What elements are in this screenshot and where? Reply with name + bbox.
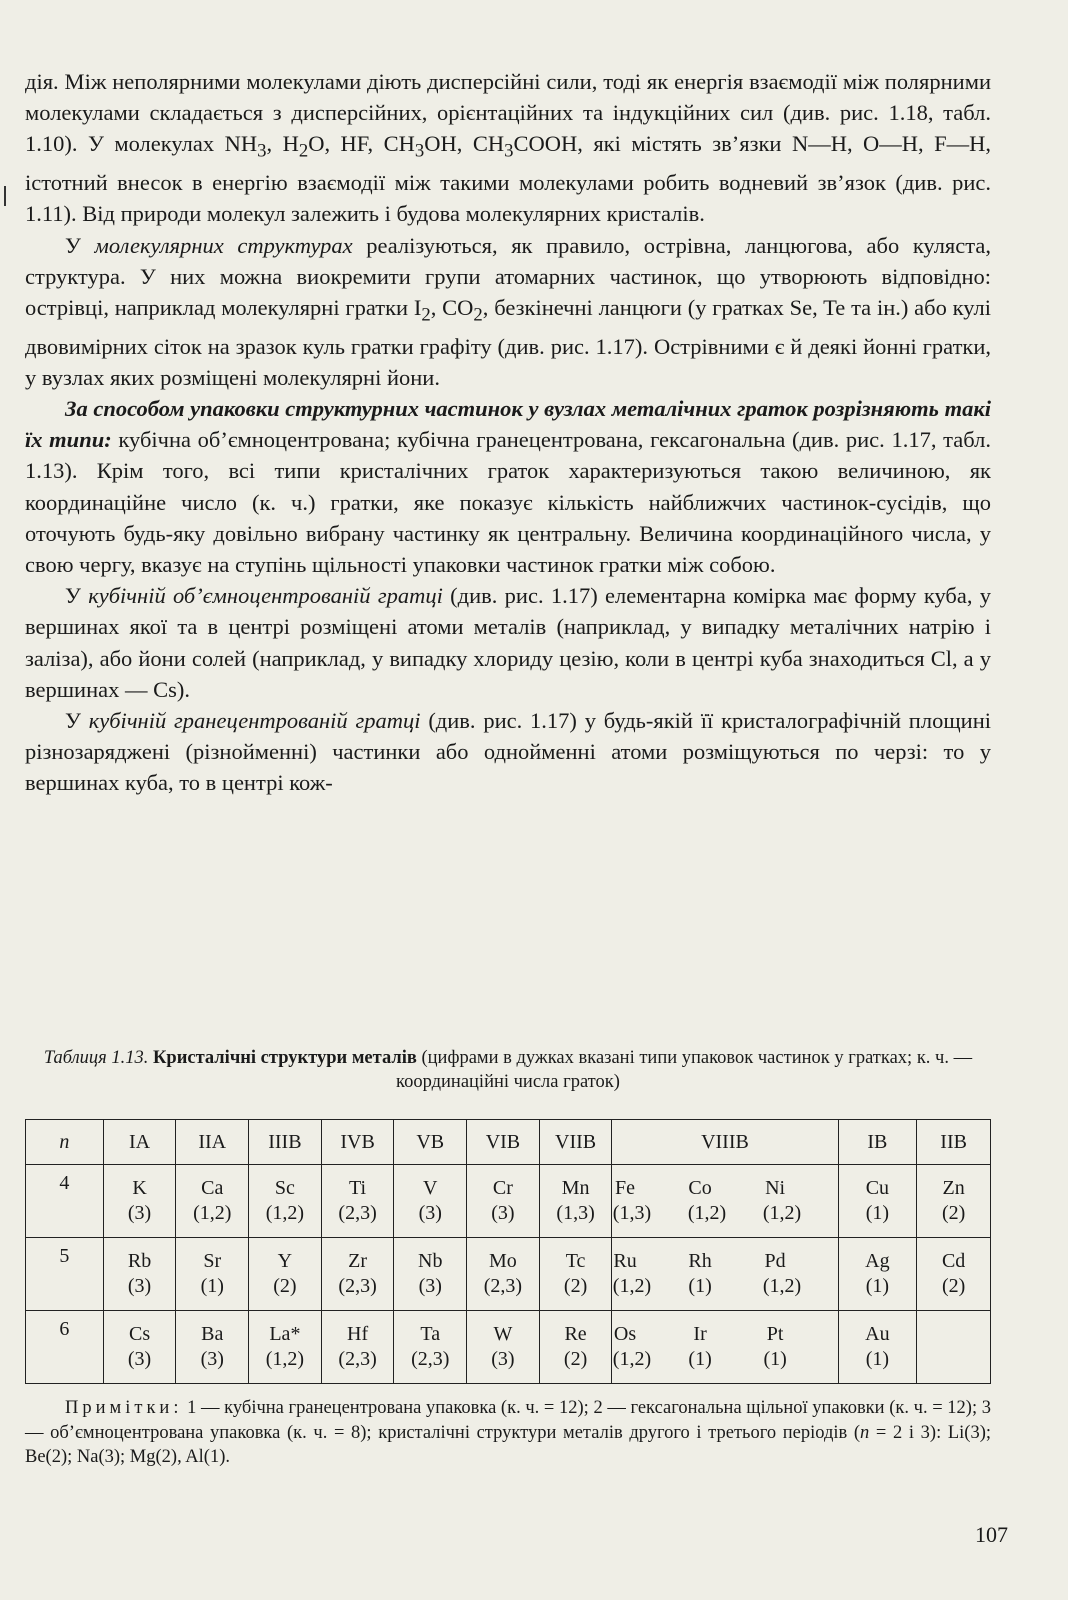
packing-types: (3)	[491, 1202, 515, 1224]
text-run: кубічна об’ємноцентрована; кубічна гранецентрована, гексагональна (див. рис. 1.17, табл. 1.13). Крім того, всі типи кристалічних граток характеризуються такою величиною, як координаційне число (к. ч.) гратки, яке показує кількість найближчих частинок-сусідів, що оточують будь-яку довільно вибрану частинку як центральну. Величина координаційного числа, у свою чергу, вказує на ступінь щільності упаковки частинок гратки між собою.	[25, 427, 991, 578]
table-row	[26, 1238, 991, 1311]
element-entry	[763, 1322, 837, 1372]
element-cell	[467, 1238, 540, 1311]
packing-types: (3)	[200, 1348, 224, 1370]
text-run: У	[65, 232, 95, 258]
metals-table	[25, 1119, 991, 1384]
element-symbol: Sr	[203, 1250, 222, 1272]
subscript: 3	[414, 140, 425, 162]
packing-types: (1)	[688, 1275, 712, 1297]
text-run: (див. рис. 1.17) у будь-якій її кристалографічній площині різнозаряджені (різнойменні) частинки або однойменні атоми розміщуються по черзі: то у вершинах куба, то в центрі кож-	[25, 708, 991, 796]
group-viii-cell	[612, 1165, 838, 1238]
element-symbol: Ru	[613, 1250, 637, 1272]
element-cell	[467, 1165, 540, 1238]
text-run: O, HF, CH	[308, 131, 415, 157]
caption-title: Кристалічні структури металів	[153, 1048, 417, 1068]
packing-types: (2)	[273, 1275, 297, 1297]
header-cell: VIB	[467, 1120, 540, 1165]
element-symbol: Ni	[765, 1177, 786, 1199]
subscript: 3	[257, 140, 267, 162]
element-symbol: Cr	[492, 1177, 513, 1199]
element-cell	[176, 1311, 249, 1384]
packing-types: (2,3)	[338, 1202, 377, 1224]
header-cell: IVB	[321, 1120, 394, 1165]
packing-types: (1,2)	[612, 1275, 652, 1297]
element-symbol: Cd	[941, 1250, 966, 1272]
element-cell	[838, 1165, 917, 1238]
element-entry	[688, 1176, 762, 1226]
element-cell	[539, 1238, 612, 1311]
element-cell	[394, 1165, 467, 1238]
period-cell: 6	[26, 1311, 104, 1384]
text-run: , CO	[430, 294, 474, 320]
element-symbol: Y	[277, 1250, 293, 1272]
element-symbol: Sc	[274, 1177, 295, 1199]
element-symbol: La*	[269, 1323, 301, 1345]
packing-types: (3)	[418, 1275, 442, 1297]
paragraph-5	[25, 705, 991, 799]
caption-rest: (цифрами в дужках вказані типи упаковок частинок у гратках; к. ч. — координаційні числа граток)	[396, 1048, 973, 1092]
packing-types: (3)	[127, 1348, 152, 1370]
packing-types: (1,2)	[193, 1202, 232, 1224]
body-text	[25, 66, 991, 799]
element-cell	[467, 1311, 540, 1384]
header-cell: IIB	[917, 1120, 991, 1165]
text-run: OH, CH	[424, 131, 505, 157]
element-symbol: Pt	[766, 1323, 784, 1345]
element-symbol: Hf	[347, 1323, 369, 1345]
packing-types: (1,2)	[265, 1348, 305, 1370]
text-run: COOH, які містять зв’язки N—H, O—H, F—H, істотний внесок в енергію взаємодії між такими молекулами робить водневий зв’язок (див. рис. 1.11). Від природи молекул залежить і будова молекулярних кристалів.	[25, 131, 992, 227]
subscript: 2	[421, 304, 431, 326]
table-body	[26, 1165, 991, 1384]
packing-types: (1)	[865, 1348, 890, 1370]
text-run: реалізуються, як правило, острівна, ланцюгова, або куляста, структура. У них можна виокремити групи атомарних частинок, що утворюють відповідно: острівці, наприклад молекулярні гратки I	[25, 232, 991, 320]
element-symbol: Cs	[128, 1323, 151, 1345]
element-cell	[249, 1238, 322, 1311]
element-symbol: Mo	[489, 1250, 517, 1272]
element-entry	[688, 1249, 762, 1299]
packing-types: (2,3)	[411, 1348, 450, 1370]
packing-types: (1)	[865, 1202, 890, 1224]
text-run: дія. Між неполярними молекулами діють дисперсійні сили, тоді як енергія взаємодії між полярними молекулами складається з дисперсійних, орієнтаційних та індукційних сил (див. рис. 1.18, табл. 1.10). У молекулах NH	[25, 69, 991, 157]
element-entry	[613, 1322, 687, 1372]
paragraph-3	[25, 393, 991, 580]
header-cell: VIIB	[539, 1120, 612, 1165]
element-cell	[838, 1238, 917, 1311]
element-symbol: Zr	[348, 1250, 368, 1272]
text-run: , H	[266, 131, 299, 157]
element-cell	[321, 1238, 394, 1311]
element-symbol: Ta	[420, 1323, 441, 1345]
table-note	[25, 1396, 991, 1470]
element-symbol: Au	[865, 1323, 890, 1345]
period-cell: 5	[26, 1238, 104, 1311]
element-symbol: Tc	[565, 1250, 586, 1272]
element-cell	[917, 1165, 991, 1238]
element-symbol: Nb	[418, 1250, 443, 1272]
text-run: (див. рис. 1.17) елементарна комірка має форму куба, у вершинах якої та в центрі розміщені атоми металів (наприклад, у випадку металічних натрію і заліза), або йони солей (наприклад, у випадку хлориду цезію, коли в центрі куба знаходиться Cl, а у вершинах — Cs).	[25, 583, 991, 702]
packing-types: (2,3)	[483, 1275, 523, 1297]
caption-label: Таблиця 1.13.	[43, 1048, 149, 1068]
element-cell	[917, 1238, 991, 1311]
element-symbol: K	[132, 1177, 147, 1199]
table-caption	[25, 1046, 991, 1094]
packing-types: (2,3)	[338, 1275, 377, 1297]
text-run: = 2 і 3): Li(3); Be(2); Na(3); Mg(2), Al(1).	[25, 1422, 992, 1467]
period-cell: 4	[26, 1165, 104, 1238]
packing-types: (3)	[127, 1275, 152, 1297]
packing-types: (3)	[127, 1202, 152, 1224]
element-symbol: Rh	[688, 1250, 712, 1272]
emphasis-text: кубічній гранецентрованій гратці	[88, 708, 421, 734]
header-cell: n	[26, 1120, 104, 1165]
text-run: 1 — кубічна гранецентрована упаковка (к. ч. = 12); 2 — гексагональна щільної упаковки (к. ч. = 12); 3 — об’ємноцентрована упаковка (к. ч. = 8); кристалічні структури металів другого і третього періодів (	[25, 1398, 991, 1443]
element-cell	[103, 1311, 176, 1384]
table-row	[26, 1165, 991, 1238]
packing-types: (2)	[941, 1275, 966, 1297]
packing-types: (2)	[941, 1202, 966, 1224]
element-cell	[394, 1238, 467, 1311]
element-entry	[688, 1322, 762, 1372]
element-entry	[763, 1176, 837, 1226]
packing-types: (1,3)	[612, 1202, 652, 1224]
packing-types: (1)	[200, 1275, 224, 1297]
element-cell	[321, 1165, 394, 1238]
text-run: У	[65, 708, 89, 734]
element-symbol: Zn	[942, 1177, 965, 1199]
element-symbol: Pd	[764, 1250, 786, 1272]
element-symbol: Os	[613, 1323, 637, 1345]
paragraph-1	[25, 66, 991, 230]
margin-mark	[4, 186, 6, 206]
header-cell: VIIIB	[612, 1120, 838, 1165]
packing-types: (1,2)	[265, 1202, 305, 1224]
header-cell: IB	[838, 1120, 917, 1165]
packing-types: (2)	[563, 1275, 588, 1297]
element-symbol: Ca	[201, 1177, 224, 1199]
element-symbol: Cu	[865, 1177, 890, 1199]
element-symbol: Co	[688, 1177, 712, 1199]
text-run: , безкінечні ланцюги (у гратках Se, Te та ін.) або кулі двовимірних сіток на зразок куль гратки графіту (див. рис. 1.17). Острівними є й деякі йонні гратки, у вузлах яких розміщені молекулярні йони.	[25, 294, 991, 390]
element-cell	[176, 1165, 249, 1238]
element-cell	[321, 1311, 394, 1384]
group-viii-cell	[612, 1238, 838, 1311]
element-symbol: Rb	[127, 1250, 152, 1272]
header-cell: IIIB	[249, 1120, 322, 1165]
packing-types: (3)	[491, 1348, 515, 1370]
element-cell	[103, 1165, 176, 1238]
element-symbol: V	[423, 1177, 438, 1199]
element-symbol: Ir	[693, 1323, 707, 1345]
packing-types: (2)	[563, 1348, 588, 1370]
element-cell	[838, 1311, 917, 1384]
element-symbol: Mn	[561, 1177, 590, 1199]
group-viii-cell	[612, 1311, 838, 1384]
element-entry	[763, 1249, 837, 1299]
element-entry	[613, 1176, 687, 1226]
packing-types: (3)	[418, 1202, 442, 1224]
element-cell	[394, 1311, 467, 1384]
paragraph-4	[25, 580, 991, 705]
element-symbol: Ag	[865, 1250, 890, 1272]
emphasis-text: За способом упаковки структурних частинок у вузлах металічних граток розрізняють такі їх типи:	[25, 396, 991, 453]
emphasis-text: кубічній об’ємноцентрованій гратці	[88, 583, 443, 609]
element-symbol: W	[493, 1323, 513, 1345]
emphasis-text: молекулярних структурах	[94, 232, 353, 258]
element-cell	[539, 1165, 612, 1238]
text-run: У	[65, 583, 89, 609]
element-symbol: Re	[564, 1323, 587, 1345]
subscript: 3	[504, 140, 514, 162]
element-cell	[249, 1165, 322, 1238]
table-row	[26, 1311, 991, 1384]
header-cell: IIA	[176, 1120, 249, 1165]
element-cell	[103, 1238, 176, 1311]
note-label: Примітки:	[65, 1398, 183, 1418]
packing-types: (1,2)	[762, 1275, 802, 1297]
table-header-row	[26, 1120, 991, 1165]
packing-types: (1)	[763, 1348, 787, 1370]
element-cell	[176, 1238, 249, 1311]
packing-types: (1,2)	[612, 1348, 652, 1370]
paragraph-2	[25, 230, 991, 394]
element-symbol: Fe	[615, 1177, 636, 1199]
element-symbol: Ba	[201, 1323, 224, 1345]
packing-types: (2,3)	[338, 1348, 377, 1370]
subscript: 2	[473, 304, 483, 326]
emphasis-text: n	[860, 1422, 870, 1443]
element-cell	[249, 1311, 322, 1384]
packing-types: (1)	[688, 1348, 712, 1370]
packing-types: (1,2)	[762, 1202, 802, 1224]
header-cell: VB	[394, 1120, 467, 1165]
element-symbol: Ti	[349, 1177, 367, 1199]
subscript: 2	[298, 140, 309, 162]
element-cell	[917, 1311, 991, 1384]
element-cell	[539, 1311, 612, 1384]
header-cell: IA	[103, 1120, 176, 1165]
packing-types: (1)	[865, 1275, 890, 1297]
packing-types: (1,3)	[556, 1202, 595, 1224]
element-entry	[613, 1249, 687, 1299]
packing-types: (1,2)	[687, 1202, 727, 1224]
page-number: 107	[975, 1522, 1008, 1547]
